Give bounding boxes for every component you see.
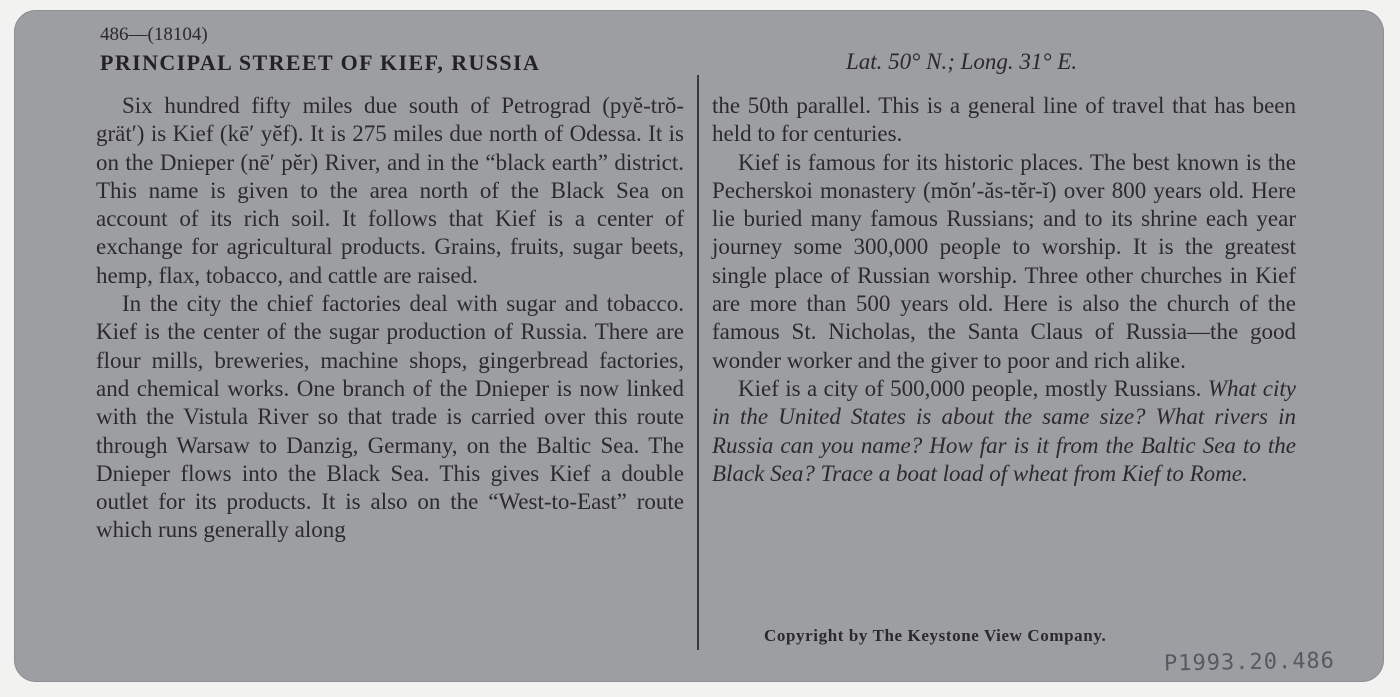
paragraph-questions — [712, 375, 1296, 488]
paragraph-continuation: the 50th parallel. This is a general line of travel that has been held to for centuries. — [712, 93, 1296, 147]
card-title: PRINCIPAL STREET OF KIEF, RUSSIA — [100, 50, 541, 75]
paragraph-lead: Kief is a city of 500,000 people, mostly Russians. — [738, 375, 1202, 401]
study-questions: What city in the United States is about the same size? What rivers in Russia can you name? How far is it from the Baltic Sea to the Black Sea? Trace a boat load of wheat from Kief to Rome. — [712, 375, 1296, 486]
card-reference-number: 486—(18104) — [100, 24, 208, 45]
right-text-column — [712, 92, 1296, 488]
handwritten-accession-number: P1993.20.486 — [1163, 648, 1336, 677]
column-divider — [697, 75, 699, 650]
latitude-longitude: Lat. 50° N.; Long. 31° E. — [846, 49, 1078, 74]
left-text-column — [96, 92, 684, 545]
paragraph: Kief is famous for its historic places. The best known is the Pecherskoi monastery (mŏn′-ăs-tĕr-ĭ) over 800 years old. Here lie buried many famous Russians; and to its shrine each year journey some 300,000 people to worship. It is the greatest single place of Russian worship. Three other churches in Kief are more than 500 years old. Here is also the church of the famous St. Nicholas, the Santa Claus of Russia—the good wonder worker and the giver to poor and rich alike. — [712, 149, 1296, 373]
paragraph: In the city the chief factories deal with sugar and tobacco. Kief is the center of the sugar production of Russia. There are flour mills, breweries, machine shops, gingerbread factories, and chemical works. One branch of the Dnieper is now linked with the Vistula River so that trade is carried over this route through Warsaw to Danzig, Germany, on the Baltic Sea. The Dnieper flows into the Black Sea. This gives Kief a double outlet for its products. It is also on the “West-to-East” route which runs generally along — [96, 291, 684, 543]
paragraph: Six hundred fifty miles due south of Petrograd (pyĕ-trŏ-grät′) is Kief (kē′ yĕf). It is 275 miles due north of Odessa. It is on the Dnieper (nē′ pĕr) River, and in the “black earth” district. This name is given to the area north of the Black Sea on account of its rich soil. It follows that Kief is a center of exchange for agricultural products. Grains, fruits, sugar beets, hemp, flax, tobacco, and cattle are raised. — [96, 93, 684, 288]
copyright-notice: Copyright by The Keystone View Company. — [764, 626, 1107, 645]
